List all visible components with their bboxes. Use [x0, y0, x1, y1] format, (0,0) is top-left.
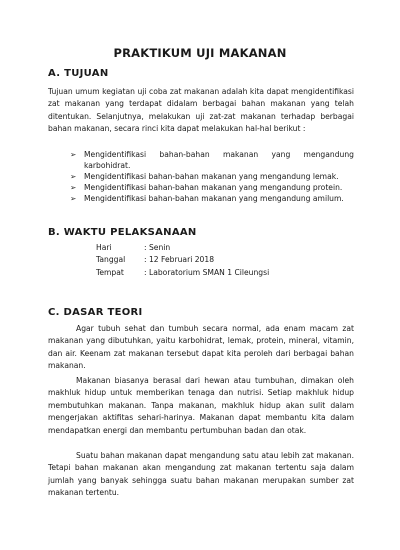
list-item: ➢ Mengidentifikasi bahan-bahan makanan yang mengandung lemak. [70, 172, 339, 181]
arrow-bullet-icon: ➢ [70, 172, 77, 181]
info-label: Hari [96, 243, 112, 252]
list-item: ➢ Mengidentifikasi bahan-bahan makanan yang mengandung karbohidrat. [70, 150, 354, 170]
section-heading-dasar-teori: C. DASAR TEORI [48, 307, 143, 318]
waktu-info-block [96, 242, 269, 279]
info-row-tanggal [96, 254, 269, 266]
list-item: ➢ Mengidentifikasi bahan-bahan makanan yang mengandung amilum. [70, 194, 344, 203]
info-value: : 12 Februari 2018 [144, 255, 215, 265]
info-row-tempat [96, 267, 269, 279]
info-label: Tempat [96, 267, 124, 277]
section-heading-waktu: B. WAKTU PELAKSANAAN [48, 227, 197, 238]
dasar-teori-paragraph-1: Agar tubuh sehat dan tumbuh secara normal, ada enam macam zat makanan yang dibutuhkan, yaitu karbohidrat, lemak, protein, mineral, vitamin, dan air. Keenam zat makanan tersebut dapat kita peroleh dari berbagai bahan makanan. [48, 324, 354, 371]
info-label: Tanggal [96, 255, 126, 265]
info-row-hari [96, 242, 269, 254]
dasar-teori-paragraph-3: Suatu bahan makanan dapat mengandung satu atau lebih zat makanan. Tetapi bahan makanan akan mengandung zat makanan tertentu saja dalam jumlah yang banyak sehingga suatu bahan makanan merupakan sumber zat makanan tertentu. [48, 451, 354, 498]
document-title: PRAKTIKUM UJI MAKANAN [113, 46, 287, 60]
arrow-bullet-icon: ➢ [70, 194, 77, 203]
info-value: : Laboratorium SMAN 1 Cileungsi [144, 267, 270, 277]
info-value: : Senin [144, 243, 171, 252]
arrow-bullet-icon: ➢ [70, 183, 77, 192]
list-item: ➢ Mengidentifikasi bahan-bahan makanan yang mengandung protein. [70, 183, 343, 192]
tujuan-bullet-list [72, 149, 354, 204]
section-heading-tujuan: A. TUJUAN [48, 68, 109, 79]
arrow-bullet-icon: ➢ [70, 150, 77, 159]
dasar-teori-paragraph-2: Makanan biasanya berasal dari hewan atau tumbuhan, dimakan oleh makhluk hidup untuk memberikan tenaga dan nutrisi. Setiap makhluk hidup membutuhkan makanan. Tanpa makanan, makhluk hidup akan sulit dalam mengerjakan aktifitas sehari-harinya. Makanan dapat membantu kita dalam mendapatkan energi dan membantu pertumbuhan badan dan otak. [48, 376, 354, 435]
tujuan-paragraph: Tujuan umum kegiatan uji coba zat makanan adalah kita dapat mengidentifikasi zat makanan yang terdapat didalam berbagai bahan makanan yang telah ditentukan. Selanjutnya, melakukan uji zat-zat makanan terhadap berbagai bahan makanan, secara rinci kita dapat melakukan hal-hal berikut : [48, 87, 354, 134]
